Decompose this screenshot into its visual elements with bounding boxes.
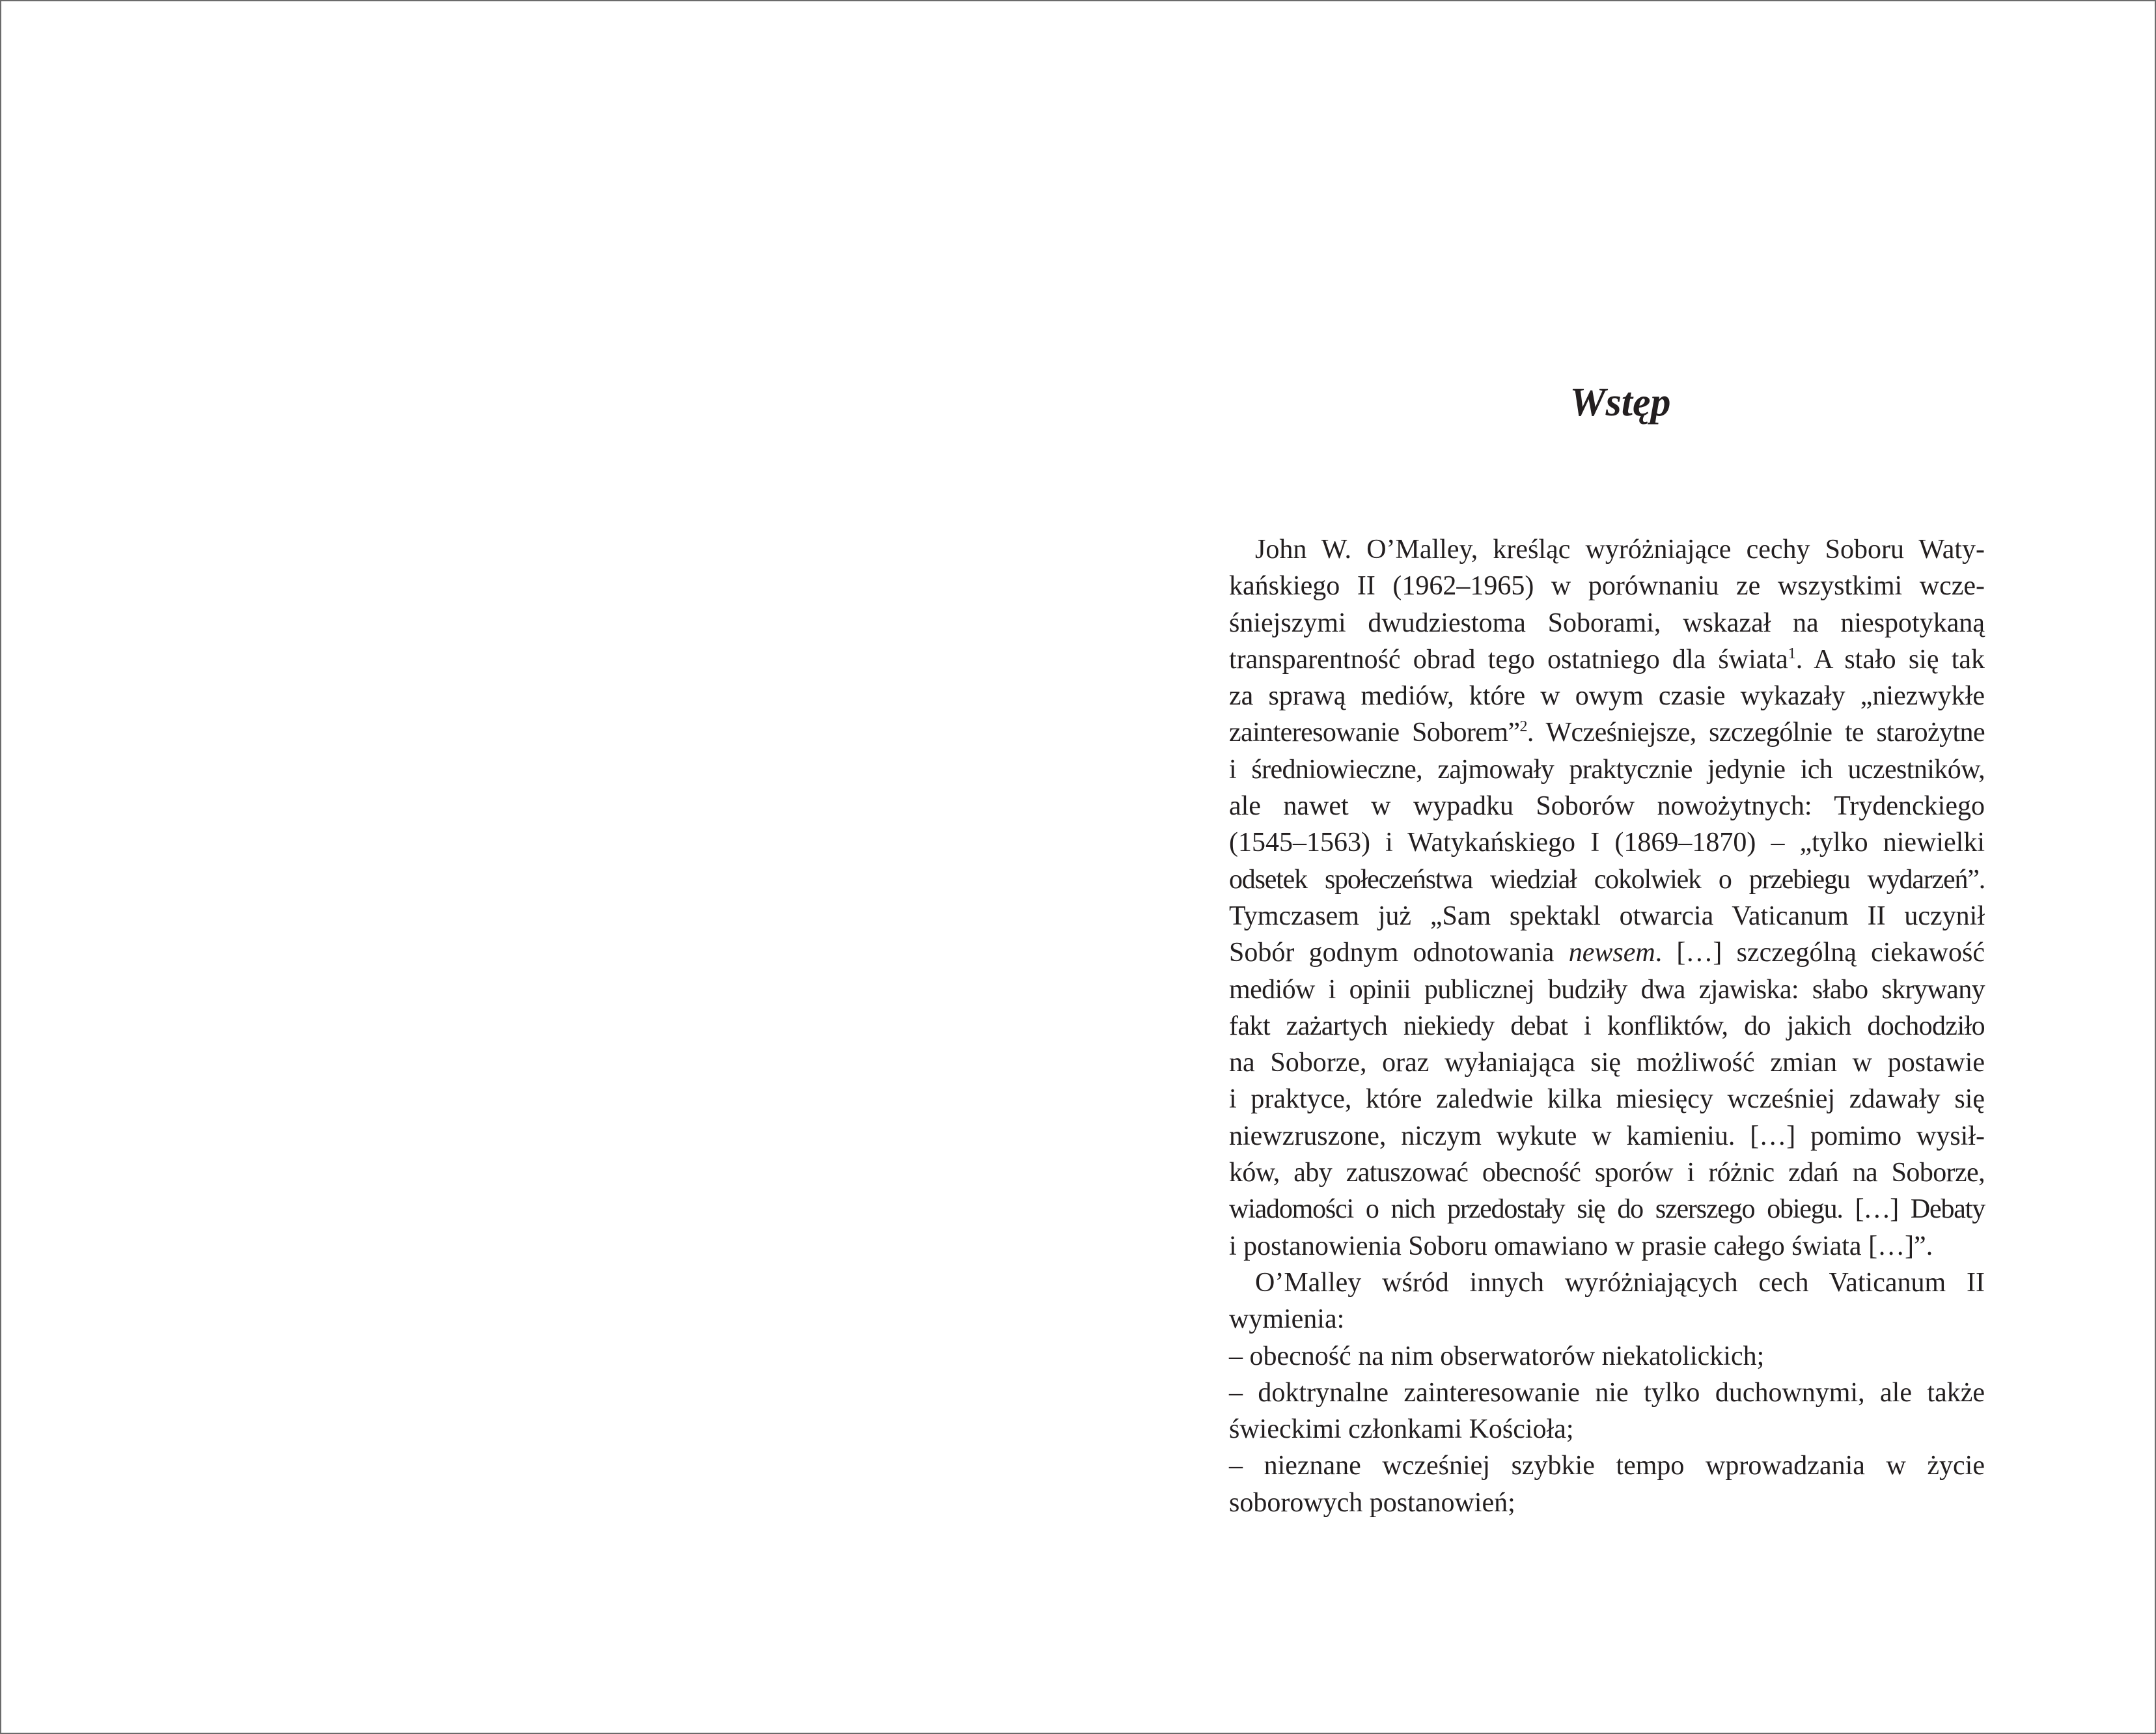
footnote-ref-1: 1 <box>1788 645 1796 662</box>
text-line: i średniowieczne, zajmowały praktycznie jedynie ich uczestników, <box>1229 754 1985 785</box>
text-line: śniejszymi dwudziestoma Soborami, wskazał na niespotykaną <box>1229 608 1985 638</box>
text-segment: . […] szczególną ciekawość <box>1655 938 1985 968</box>
text-line: świeckimi członkami Kościoła; <box>1229 1414 1574 1445</box>
text-line <box>1229 934 1985 971</box>
text-line <box>1229 641 1985 678</box>
text-segment: Sobór godnym odnotowania <box>1229 938 1569 968</box>
text-segment: transparentność obrad tego ostatniego dla świata <box>1229 644 1788 675</box>
text-line: (1545–1563) i Watykańskiego I (1869–1870) – „tylko niewielki <box>1229 828 1985 858</box>
body-text <box>1229 531 1985 1521</box>
text-line: niewzruszone, niczym wykute w kamieniu. […] pomimo wysił- <box>1229 1121 1985 1151</box>
footnote-ref-2: 2 <box>1519 718 1527 736</box>
text-segment: . A stało się tak <box>1795 644 1985 675</box>
text-line: na Soborze, oraz wyłaniająca się możliwość zmian w postawie <box>1229 1048 1985 1078</box>
text-line: kańskiego II (1962–1965) w porównaniu ze wszystkimi wcze- <box>1229 571 1985 602</box>
text-line: mediów i opinii publicznej budziły dwa zjawiska: słabo skrywany <box>1229 974 1985 1005</box>
italic-word: newsem <box>1568 938 1655 968</box>
text-line: – obecność na nim obserwatorów niekatolickich; <box>1229 1341 1765 1371</box>
text-line: fakt zażartych niekiedy debat i konfliktów, do jakich dochodziło <box>1229 1011 1985 1041</box>
text-line: – doktrynalne zainteresowanie nie tylko duchownymi, ale także <box>1229 1377 1985 1408</box>
text-line: soborowych postanowień; <box>1229 1487 1515 1518</box>
text-line: John W. O’Malley, kreśląc wyróżniające cechy Soboru Waty- <box>1255 535 1985 565</box>
text-line: O’Malley wśród innych wyróżniających cech Vaticanum II <box>1255 1267 1985 1298</box>
text-line: ale nawet w wypadku Soborów nowożytnych: Trydenckiego <box>1229 791 1985 822</box>
text-line: ków, aby zatuszować obecność sporów i różnic zdań na Soborze, <box>1229 1158 1985 1188</box>
text-segment: . Wcześniejsze, szczególnie te starożytne <box>1527 718 1985 748</box>
text-line: odsetek społeczeństwa wiedział cokolwiek o przebiegu wydarzeń”. <box>1229 864 1985 895</box>
text-line: i praktyce, które zaledwie kilka miesięcy wcześniej zdawały się <box>1229 1084 1985 1115</box>
chapter-title: Wstęp <box>1569 380 1671 425</box>
left-page-blank <box>1 1 1078 1733</box>
text-line: za sprawą mediów, które w owym czasie wykazały „niezwykłe <box>1229 681 1985 712</box>
text-line: i postanowienia Soboru omawiano w prasie całego świata […]”. <box>1229 1231 1933 1261</box>
text-line: wymienia: <box>1229 1304 1345 1335</box>
text-segment: zainteresowanie Soborem” <box>1229 718 1520 748</box>
text-line: wiadomości o nich przedostały się do szerszego obiegu. […] Debaty <box>1229 1194 1985 1225</box>
text-line <box>1229 714 1985 751</box>
text-line: Tymczasem już „Sam spektakl otwarcia Vaticanum II uczynił <box>1229 901 1985 931</box>
text-line: – nieznane wcześniej szybkie tempo wprowadzania w życie <box>1229 1451 1985 1481</box>
